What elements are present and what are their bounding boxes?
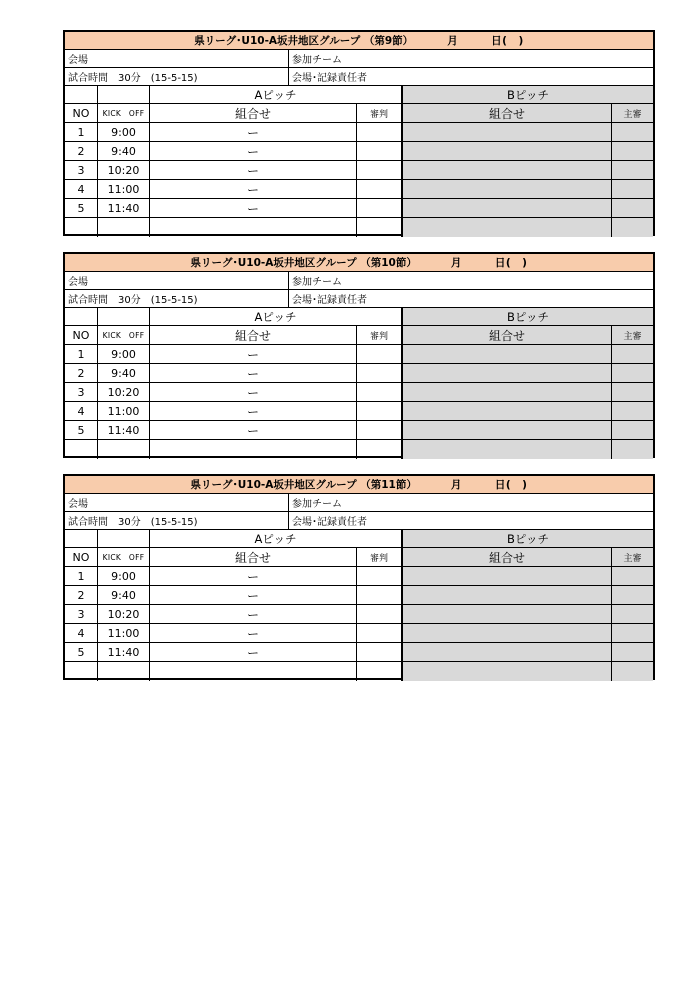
no-header: NO (65, 104, 98, 122)
game-no: 4 (65, 402, 98, 420)
pitch-b-chief-referee-header: 主審 (612, 548, 653, 566)
game-row-blank (65, 662, 653, 681)
game-no: 1 (65, 123, 98, 141)
game-row (65, 643, 653, 662)
pitch-b-chief-referee (612, 180, 653, 198)
game-no (65, 440, 98, 459)
pitch-b-chief-referee (612, 123, 653, 141)
pitch-a-referee (357, 402, 403, 420)
pitch-a-referee (357, 586, 403, 604)
pitch-a-matchup (150, 218, 357, 237)
pitch-b-chief-referee (612, 624, 653, 642)
pitch-b-matchup (403, 605, 612, 623)
game-row (65, 383, 653, 402)
teams-label: 参加チーム (292, 277, 342, 288)
pitch-b-label: Bピッチ (403, 86, 653, 103)
pitch-a-referee (357, 383, 403, 401)
game-kickoff: 10:20 (98, 161, 150, 179)
column-header-row (65, 104, 653, 123)
game-row (65, 364, 653, 383)
pitch-a-referee (357, 161, 403, 179)
pitch-a-referee (357, 218, 403, 237)
info-row-2 (65, 512, 653, 530)
pitch-a-label: Aピッチ (150, 86, 403, 103)
pitch-a-matchup: ー (150, 161, 357, 179)
pitch-header-row (65, 308, 653, 326)
info-row-1 (65, 494, 653, 512)
game-kickoff: 9:40 (98, 586, 150, 604)
pitch-a-matchup: ー (150, 199, 357, 217)
pitch-b-chief-referee (612, 402, 653, 420)
pitch-b-matchup-header: 組合せ (403, 104, 612, 122)
recorder-label: 会場･記録責任者 (292, 295, 367, 306)
game-kickoff: 10:20 (98, 383, 150, 401)
pitch-a-label: Aピッチ (150, 308, 403, 325)
venue-label: 会場 (65, 50, 289, 67)
no-header: NO (65, 326, 98, 344)
pitch-b-chief-referee (612, 440, 653, 459)
pitch-a-referee (357, 364, 403, 382)
pitch-a-matchup: ー (150, 180, 357, 198)
schedule-block-round-10 (63, 252, 655, 458)
pitch-b-chief-referee (612, 383, 653, 401)
pitch-b-matchup (403, 142, 612, 160)
block-title-row (65, 476, 653, 494)
block-title-row (65, 254, 653, 272)
pitch-a-matchup-header: 組合せ (150, 104, 357, 122)
schedule-block-round-11 (63, 474, 655, 680)
pitch-header-row (65, 530, 653, 548)
game-kickoff: 11:00 (98, 180, 150, 198)
game-kickoff: 10:20 (98, 605, 150, 623)
recorder-label: 会場･記録責任者 (292, 73, 367, 84)
pitch-a-matchup: ー (150, 383, 357, 401)
recorder-label: 会場･記録責任者 (292, 517, 367, 528)
pitch-b-matchup (403, 123, 612, 141)
date-label: 月 日( ) (450, 257, 528, 269)
pitch-b-chief-referee-header: 主審 (612, 104, 653, 122)
pitch-b-label: Bピッチ (403, 530, 653, 547)
pitch-a-referee (357, 421, 403, 439)
pitch-a-matchup: ー (150, 624, 357, 642)
game-row (65, 199, 653, 218)
game-kickoff: 11:00 (98, 402, 150, 420)
game-row-blank (65, 218, 653, 237)
pitch-a-referee (357, 624, 403, 642)
kickoff-header: KICK OFF (98, 104, 150, 122)
pitch-a-matchup (150, 440, 357, 459)
pitch-a-referee-header: 審判 (357, 104, 403, 122)
pitch-b-chief-referee (612, 161, 653, 179)
date-label: 月 日( ) (447, 35, 524, 47)
pitch-b-chief-referee (612, 586, 653, 604)
pitch-a-matchup: ー (150, 586, 357, 604)
game-row (65, 421, 653, 440)
pitch-a-referee (357, 440, 403, 459)
kickoff-header: KICK OFF (98, 548, 150, 566)
pitch-a-matchup: ー (150, 421, 357, 439)
game-kickoff: 9:00 (98, 345, 150, 363)
pitch-a-referee (357, 123, 403, 141)
pitch-a-referee (357, 180, 403, 198)
pitch-b-matchup (403, 624, 612, 642)
game-kickoff: 11:40 (98, 421, 150, 439)
schedule-block-round-9 (63, 30, 655, 236)
pitch-a-referee (357, 199, 403, 217)
pitch-a-referee-header: 審判 (357, 548, 403, 566)
pitch-a-matchup: ー (150, 643, 357, 661)
pitch-b-chief-referee (612, 345, 653, 363)
column-header-row (65, 326, 653, 345)
pitch-b-chief-referee (612, 364, 653, 382)
pitch-a-matchup: ー (150, 605, 357, 623)
game-no: 2 (65, 586, 98, 604)
game-kickoff: 11:00 (98, 624, 150, 642)
teams-label: 参加チーム (292, 55, 342, 66)
game-kickoff: 9:00 (98, 567, 150, 585)
pitch-a-matchup: ー (150, 567, 357, 585)
match-time-label: 試合時間 30分 (15-5-15) (65, 512, 289, 529)
game-no: 1 (65, 345, 98, 363)
game-row-blank (65, 440, 653, 459)
pitch-b-matchup (403, 440, 612, 459)
game-row (65, 605, 653, 624)
pitch-b-chief-referee (612, 662, 653, 681)
game-no: 5 (65, 643, 98, 661)
pitch-b-label: Bピッチ (403, 308, 653, 325)
pitch-b-matchup (403, 345, 612, 363)
block-title: 県リーグ･U10-A坂井地区グループ （第9節） (194, 35, 414, 47)
pitch-b-matchup (403, 199, 612, 217)
info-row-1 (65, 50, 653, 68)
pitch-b-matchup-header: 組合せ (403, 548, 612, 566)
pitch-b-matchup (403, 364, 612, 382)
date-label: 月 日( ) (450, 479, 528, 491)
pitch-a-referee (357, 662, 403, 681)
match-time-label: 試合時間 30分 (15-5-15) (65, 68, 289, 85)
game-no: 3 (65, 161, 98, 179)
pitch-b-matchup (403, 662, 612, 681)
pitch-a-matchup: ー (150, 402, 357, 420)
pitch-a-referee (357, 345, 403, 363)
pitch-b-matchup (403, 586, 612, 604)
pitch-a-referee-header: 審判 (357, 326, 403, 344)
game-row (65, 345, 653, 364)
game-row (65, 123, 653, 142)
game-no: 3 (65, 605, 98, 623)
game-no: 3 (65, 383, 98, 401)
info-row-2 (65, 290, 653, 308)
pitch-a-referee (357, 643, 403, 661)
game-kickoff (98, 440, 150, 459)
kickoff-header: KICK OFF (98, 326, 150, 344)
block-title: 県リーグ･U10-A坂井地区グループ （第11節） (190, 479, 417, 491)
pitch-b-chief-referee-header: 主審 (612, 326, 653, 344)
pitch-a-matchup: ー (150, 123, 357, 141)
info-row-2 (65, 68, 653, 86)
pitch-b-chief-referee (612, 643, 653, 661)
no-header: NO (65, 548, 98, 566)
pitch-a-matchup-header: 組合せ (150, 326, 357, 344)
pitch-a-label: Aピッチ (150, 530, 403, 547)
game-kickoff: 11:40 (98, 199, 150, 217)
pitch-header-row (65, 86, 653, 104)
pitch-a-referee (357, 605, 403, 623)
pitch-b-chief-referee (612, 605, 653, 623)
pitch-a-matchup: ー (150, 345, 357, 363)
game-no: 1 (65, 567, 98, 585)
game-no: 4 (65, 624, 98, 642)
pitch-a-referee (357, 567, 403, 585)
pitch-b-matchup (403, 218, 612, 237)
game-row (65, 624, 653, 643)
pitch-b-chief-referee (612, 421, 653, 439)
pitch-a-matchup (150, 662, 357, 681)
game-kickoff (98, 218, 150, 237)
pitch-b-matchup (403, 421, 612, 439)
game-kickoff: 11:40 (98, 643, 150, 661)
game-kickoff (98, 662, 150, 681)
game-row (65, 180, 653, 199)
pitch-b-matchup (403, 383, 612, 401)
game-no (65, 662, 98, 681)
pitch-b-chief-referee (612, 199, 653, 217)
game-no: 5 (65, 199, 98, 217)
match-time-label: 試合時間 30分 (15-5-15) (65, 290, 289, 307)
pitch-a-referee (357, 142, 403, 160)
info-row-1 (65, 272, 653, 290)
pitch-a-matchup-header: 組合せ (150, 548, 357, 566)
column-header-row (65, 548, 653, 567)
game-row (65, 402, 653, 421)
pitch-a-matchup: ー (150, 364, 357, 382)
game-no: 2 (65, 364, 98, 382)
game-row (65, 161, 653, 180)
pitch-b-chief-referee (612, 218, 653, 237)
game-row (65, 586, 653, 605)
block-title-row (65, 32, 653, 50)
block-title: 県リーグ･U10-A坂井地区グループ （第10節） (190, 257, 417, 269)
pitch-b-matchup (403, 567, 612, 585)
pitch-b-chief-referee (612, 567, 653, 585)
game-kickoff: 9:40 (98, 142, 150, 160)
game-no (65, 218, 98, 237)
game-no: 2 (65, 142, 98, 160)
game-kickoff: 9:40 (98, 364, 150, 382)
game-no: 4 (65, 180, 98, 198)
venue-label: 会場 (65, 272, 289, 289)
pitch-b-matchup (403, 643, 612, 661)
pitch-b-matchup-header: 組合せ (403, 326, 612, 344)
game-kickoff: 9:00 (98, 123, 150, 141)
pitch-b-chief-referee (612, 142, 653, 160)
pitch-a-matchup: ー (150, 142, 357, 160)
venue-label: 会場 (65, 494, 289, 511)
pitch-b-matchup (403, 402, 612, 420)
game-row (65, 567, 653, 586)
game-no: 5 (65, 421, 98, 439)
game-row (65, 142, 653, 161)
pitch-b-matchup (403, 161, 612, 179)
pitch-b-matchup (403, 180, 612, 198)
teams-label: 参加チーム (292, 499, 342, 510)
